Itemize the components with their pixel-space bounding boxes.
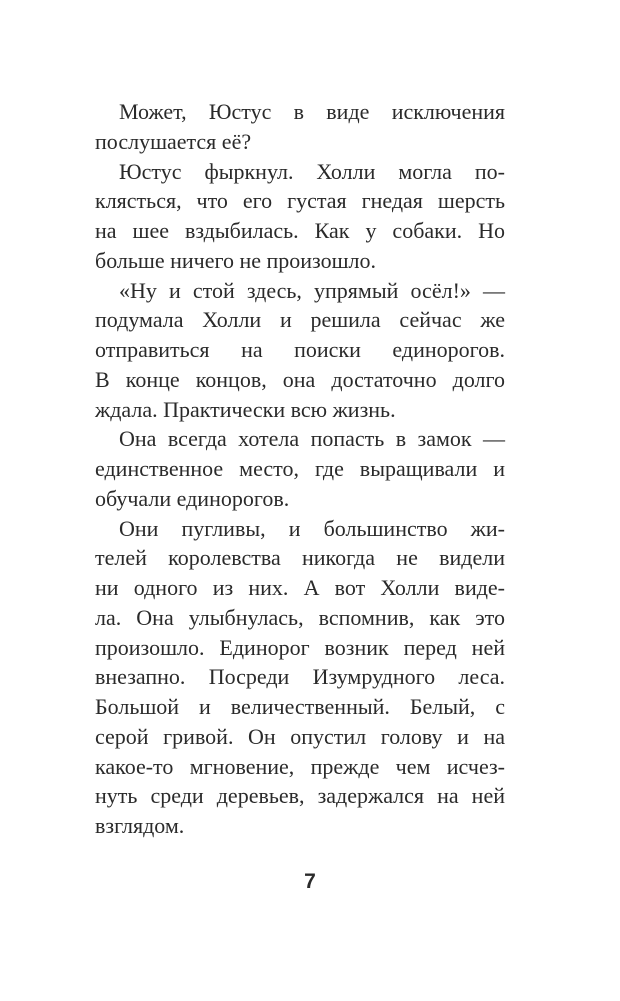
- text-line: послушается её?: [95, 128, 252, 154]
- text-line: ни одного из них. А вот Холли виде-: [95, 575, 505, 600]
- text-line: В конце концов, она достаточно долго: [95, 366, 505, 392]
- text-line: телей королевства никогда не видели: [95, 545, 505, 571]
- page-number: 7: [304, 870, 316, 893]
- paragraph: [95, 97, 505, 157]
- text-line: Может, Юстус в виде исключения: [119, 99, 505, 124]
- text-line: внезапно. Посреди Изумрудного леса.: [95, 664, 505, 690]
- text-line: серой гривой. Он опустил голову и на: [95, 723, 505, 749]
- text-line: клясться, что его густая гнедая шерсть: [95, 188, 505, 214]
- text-line: ждала. Практически всю жизнь.: [95, 396, 396, 422]
- text-line: ла. Она улыбнулась, вспомнив, как это: [95, 604, 505, 630]
- paragraph: [95, 424, 505, 513]
- text-line: больше ничего не произошло.: [95, 247, 377, 273]
- page-body-text: [95, 97, 505, 841]
- text-line: подумала Холли и решила сейчас же: [95, 307, 505, 333]
- text-line: единственное место, где выращивали и: [95, 456, 505, 481]
- text-line: отправиться на поиски единорогов.: [95, 337, 505, 362]
- paragraph: [95, 157, 505, 276]
- paragraph: [95, 276, 505, 425]
- text-line: на шее вздыбилась. Как у собаки. Но: [95, 218, 505, 243]
- text-line: «Ну и стой здесь, упрямый осёл!» —: [119, 277, 505, 303]
- text-line: Юстус фыркнул. Холли могла по-: [119, 158, 505, 184]
- text-line: произошло. Единорог возник перед ней: [95, 634, 505, 660]
- paragraph: [95, 514, 505, 841]
- text-line: Она всегда хотела попасть в замок —: [119, 426, 505, 452]
- text-line: обучали единорогов.: [95, 485, 290, 511]
- text-line: Большой и величественный. Белый, с: [95, 694, 505, 719]
- text-line: Они пугливы, и большинство жи-: [119, 515, 505, 541]
- text-line: какое-то мгновение, прежде чем исчез-: [95, 753, 505, 779]
- text-line: нуть среди деревьев, задержался на ней: [95, 783, 505, 809]
- text-line: взглядом.: [95, 813, 185, 838]
